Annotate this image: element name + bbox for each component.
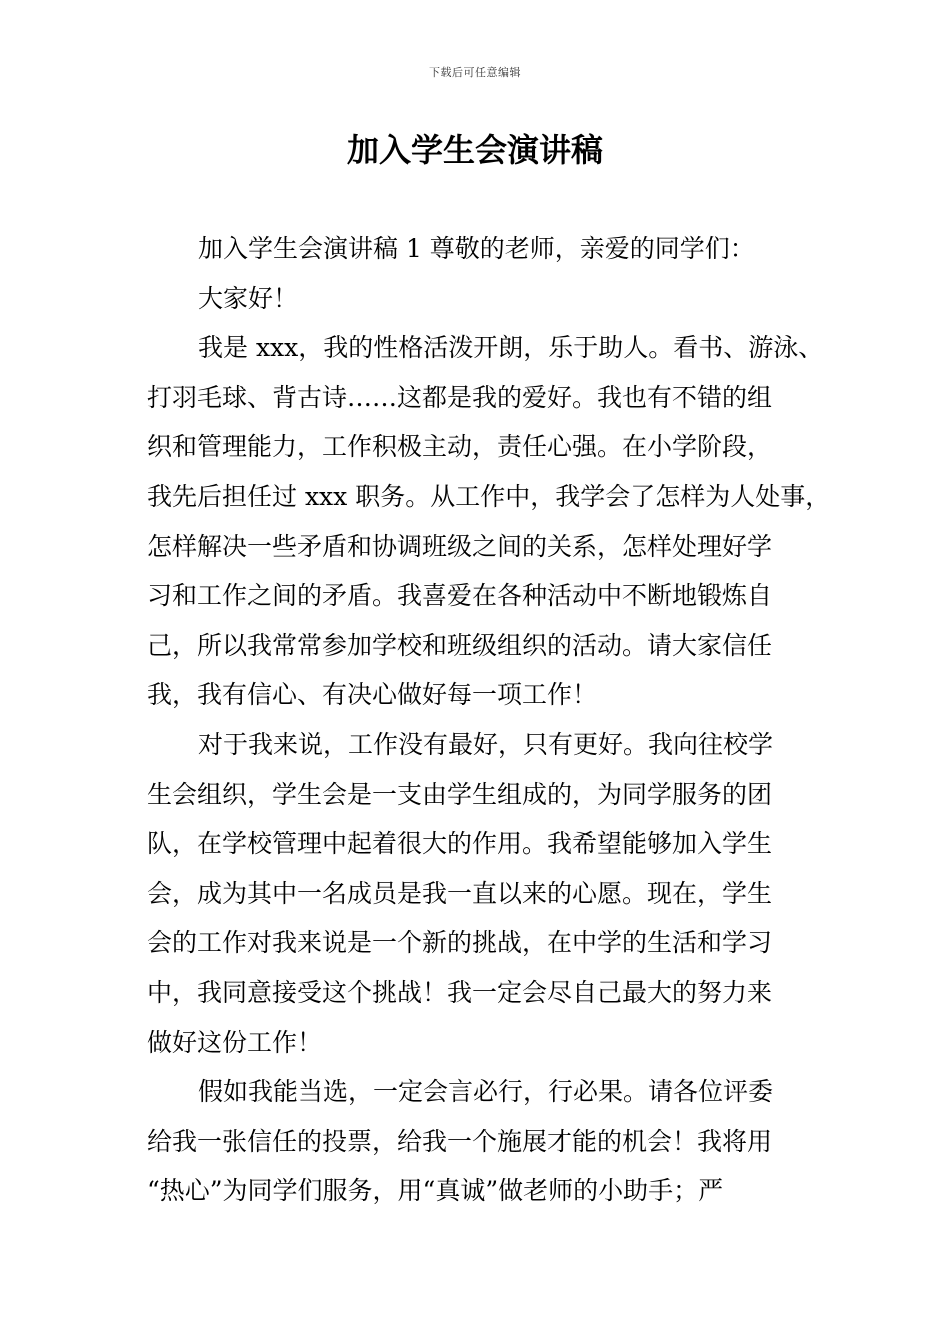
body-line: 打羽毛球、背古诗……这都是我的爱好。我也有不错的组 bbox=[147, 382, 773, 412]
page-header-note: 下载后可任意编辑 bbox=[429, 66, 521, 79]
body-line: 我先后担任过 xxx 职务。从工作中，我学会了怎样为人处事， bbox=[147, 481, 831, 511]
body-line: 会的工作对我来说是一个新的挑战，在中学的生活和学习 bbox=[147, 928, 773, 958]
body-line: 给我一张信任的投票，给我一个施展才能的机会！我将用 bbox=[147, 1126, 773, 1156]
body-line: 假如我能当选，一定会言必行，行必果。请各位评委 bbox=[198, 1077, 774, 1107]
body-line: 怎样解决一些矛盾和协调班级之间的关系，怎样处理好学 bbox=[147, 531, 773, 561]
body-line: “热心”为同学们服务，用“真诚”做老师的小助手；严 bbox=[147, 1176, 724, 1206]
document-body bbox=[147, 224, 831, 1216]
body-line: 我是 xxx，我的性格活泼开朗，乐于助人。看书、游泳、 bbox=[198, 333, 824, 363]
body-line: 中，我同意接受这个挑战！我一定会尽自己最大的努力来 bbox=[147, 977, 773, 1007]
body-line: 织和管理能力，工作积极主动，责任心强。在小学阶段， bbox=[147, 432, 773, 462]
body-line: 做好这份工作！ bbox=[147, 1027, 323, 1057]
body-line: 己，所以我常常参加学校和班级组织的活动。请大家信任 bbox=[147, 630, 773, 660]
body-line: 对于我来说，工作没有最好，只有更好。我向往校学 bbox=[198, 729, 774, 759]
body-line: 生会组织，学生会是一支由学生组成的，为同学服务的团 bbox=[147, 779, 773, 809]
body-line: 大家好！ bbox=[198, 283, 299, 313]
body-line: 队，在学校管理中起着很大的作用。我希望能够加入学生 bbox=[147, 829, 773, 859]
body-line: 我，我有信心、有决心做好每一项工作！ bbox=[147, 680, 598, 710]
body-line: 习和工作之间的矛盾。我喜爱在各种活动中不断地锻炼自 bbox=[147, 581, 773, 611]
document-title: 加入学生会演讲稿 bbox=[346, 131, 603, 169]
body-line: 加入学生会演讲稿 1 尊敬的老师，亲爱的同学们： bbox=[198, 234, 755, 263]
body-line: 会，成为其中一名成员是我一直以来的心愿。现在，学生 bbox=[147, 878, 773, 908]
